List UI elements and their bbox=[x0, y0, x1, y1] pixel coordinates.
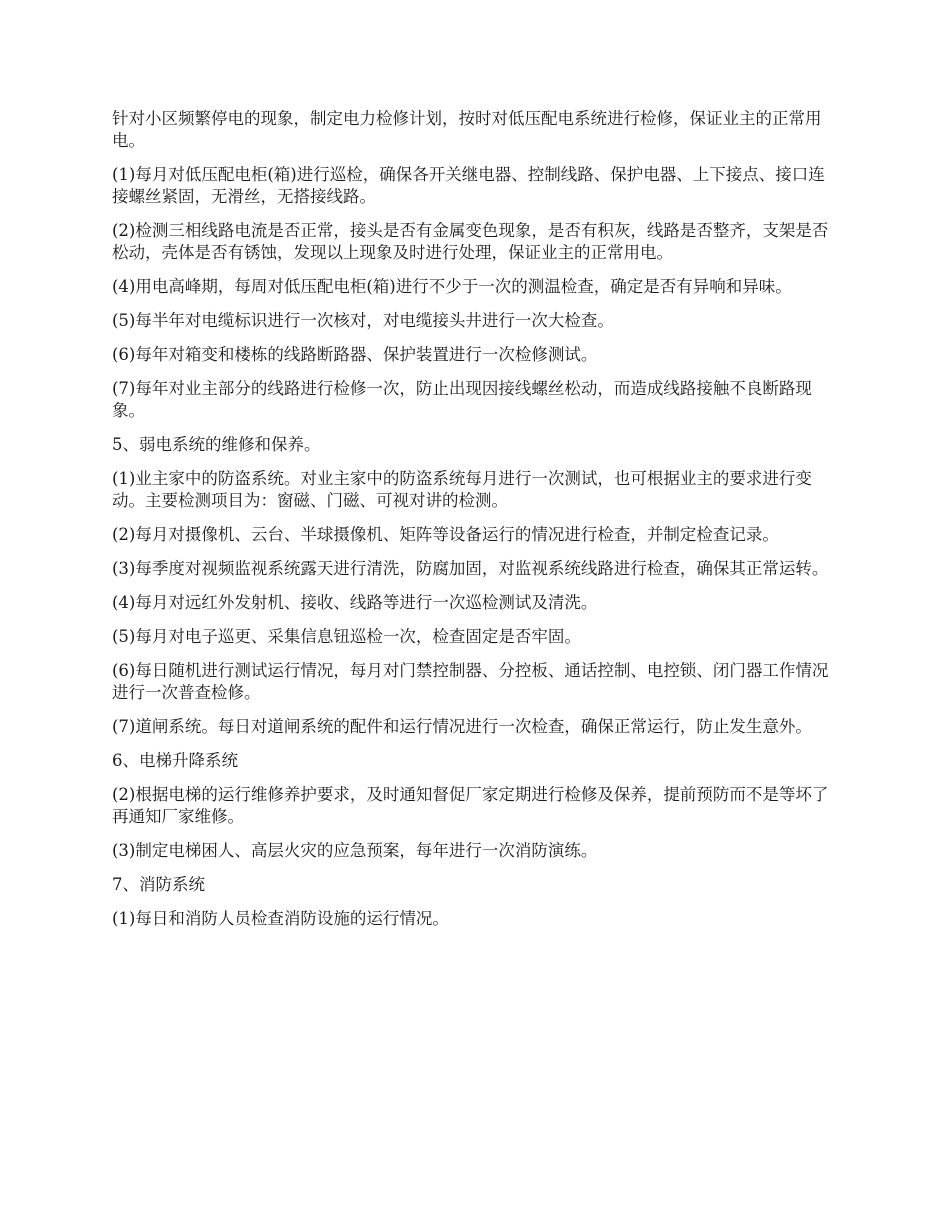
document-body bbox=[112, 108, 840, 942]
paragraph-weak-item-7: (7)道闸系统。每日对道闸系统的配件和运行情况进行一次检查，确保正常运行，防止发生意外。 bbox=[112, 717, 812, 736]
paragraph-weak-item-3: (3)每季度对视频监视系统露天进行清洗，防腐加固，对监视系统线路进行检查，确保其正常运转。 bbox=[112, 559, 829, 578]
paragraph-power-item-5: (5)每半年对电缆标识进行一次核对，对电缆接头井进行一次大检查。 bbox=[112, 311, 614, 330]
paragraph-fire-item-1: (1)每日和消防人员检查消防设施的运行情况。 bbox=[112, 909, 449, 928]
paragraph-weak-item-5: (5)每月对电子巡更、采集信息钮巡检一次，检查固定是否牢固。 bbox=[112, 627, 581, 646]
section-heading-elevator: 6、电梯升降系统 bbox=[112, 751, 238, 770]
paragraph-elevator-item-3: (3)制定电梯困人、高层火灾的应急预案，每年进行一次消防演练。 bbox=[112, 841, 598, 860]
section-heading-weak-current: 5、弱电系统的维修和保养。 bbox=[112, 435, 321, 454]
paragraph-intro: 针对小区频繁停电的现象，制定电力检修计划，按时对低压配电系统进行检修，保证业主的正常用电。 bbox=[112, 109, 822, 150]
paragraph-weak-item-4: (4)每月对远红外发射机、接收、线路等进行一次巡检测试及清洗。 bbox=[112, 593, 598, 612]
paragraph-elevator-item-2: (2)根据电梯的运行维修养护要求，及时通知督促厂家定期进行检修及保养，提前预防而不是等坏了再通知厂家维修。 bbox=[112, 785, 829, 826]
paragraph-weak-item-1: (1)业主家中的防盗系统。对业主家中的防盗系统每月进行一次测试，也可根据业主的要求进行变动。主要检测项目为：窗磁、门磁、可视对讲的检测。 bbox=[112, 469, 812, 510]
paragraph-power-item-6: (6)每年对箱变和楼栋的线路断路器、保护装置进行一次检修测试。 bbox=[112, 345, 598, 364]
section-heading-fire: 7、消防系统 bbox=[112, 875, 205, 894]
paragraph-power-item-7: (7)每年对业主部分的线路进行检修一次，防止出现因接线螺丝松动，而造成线路接触不良断路现象。 bbox=[112, 379, 812, 420]
paragraph-power-item-4: (4)用电高峰期，每周对低压配电柜(箱)进行不少于一次的测温检查，确定是否有异响和异味。 bbox=[112, 277, 792, 296]
paragraph-weak-item-6: (6)每日随机进行测试运行情况，每月对门禁控制器、分控板、通话控制、电控锁、闭门器工作情况进行一次普查检修。 bbox=[112, 661, 829, 702]
paragraph-weak-item-2: (2)每月对摄像机、云台、半球摄像机、矩阵等设备运行的情况进行检查，并制定检查记录。 bbox=[112, 525, 779, 544]
paragraph-power-item-2: (2)检测三相线路电流是否正常，接头是否有金属变色现象，是否有积灰，线路是否整齐，支架是否松动，壳体是否有锈蚀，发现以上现象及时进行处理，保证业主的正常用电。 bbox=[112, 221, 829, 262]
paragraph-power-item-1: (1)每月对低压配电柜(箱)进行巡检，确保各开关继电器、控制线路、保护电器、上下接点、接口连接螺丝紧固，无滑丝，无搭接线路。 bbox=[112, 165, 825, 206]
